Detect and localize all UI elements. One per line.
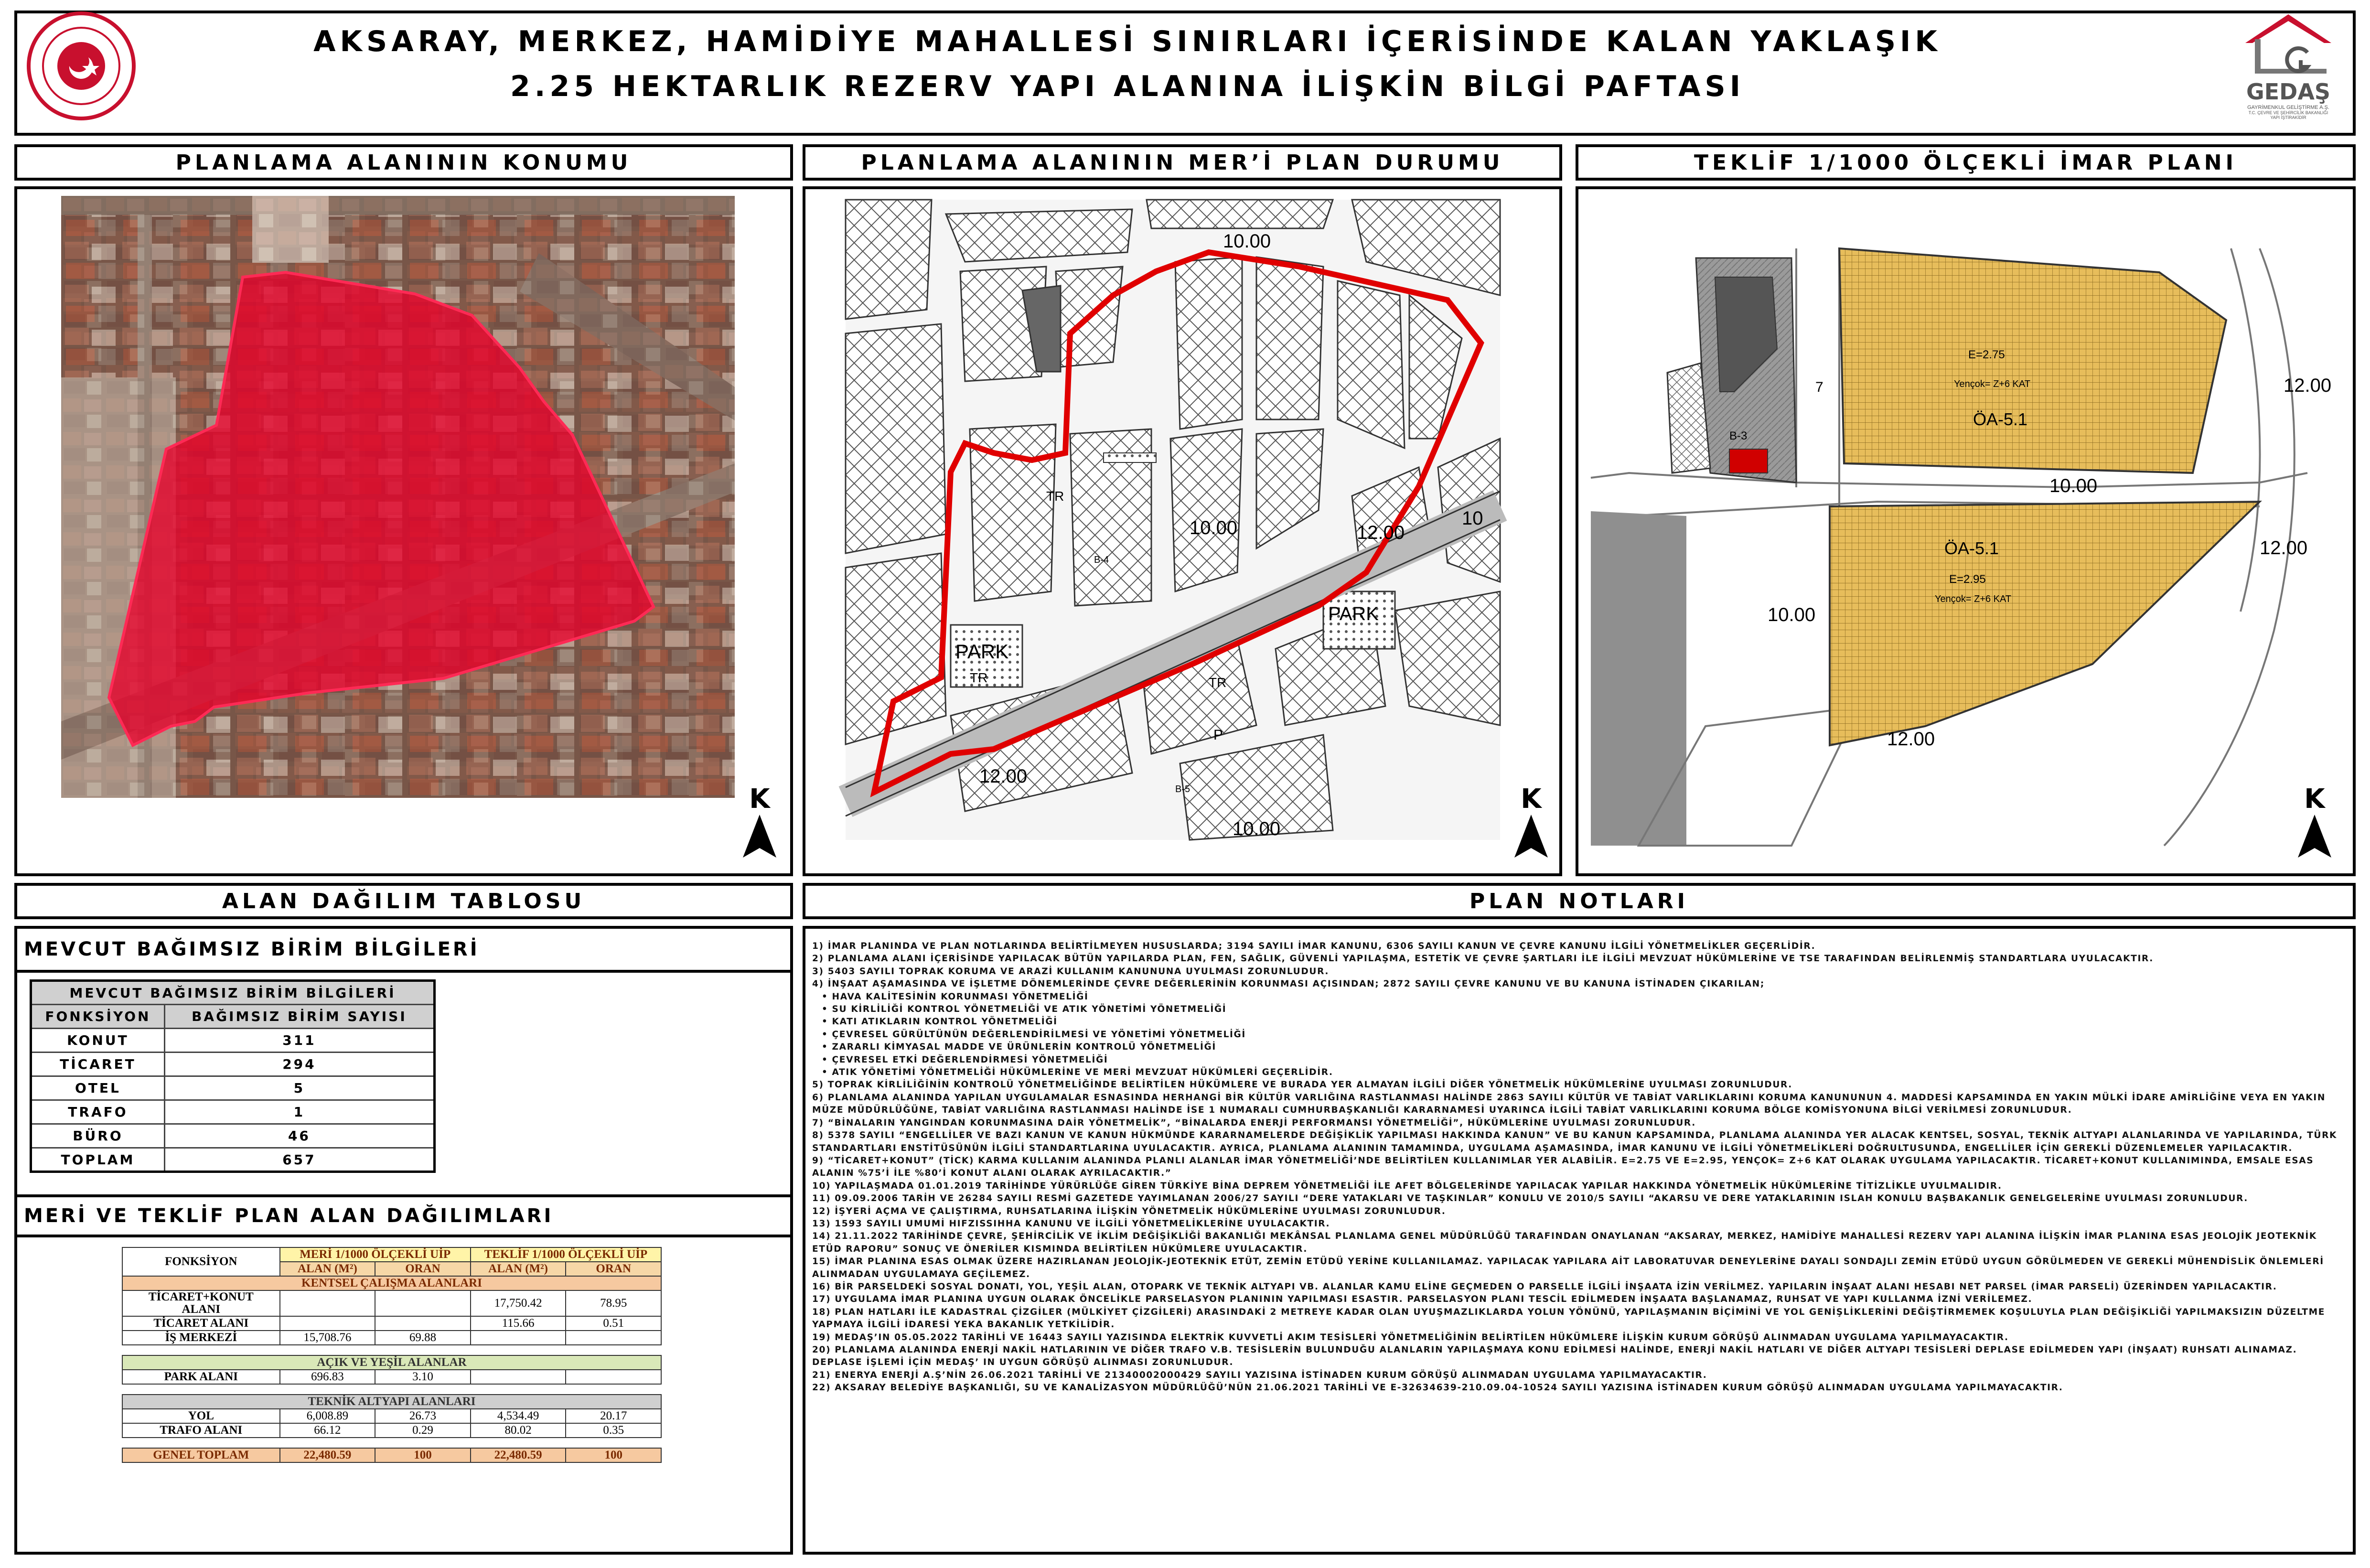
north-letter-1: K — [749, 784, 770, 815]
row-fonksiyon: PARK ALANI — [122, 1370, 280, 1384]
col-teklif: TEKLİF 1/1000 ÖLÇEKLİ UİP — [471, 1247, 661, 1262]
plan-note: 19) MEDAŞ’IN 05.05.2022 TARİHLİ VE 16443 SAYILI YAZISINDA ELEKTRİK KUVVETLİ AKIM TESİSLERİ YÖNETMELİĞİNİN BELİRTİLEN HÜKÜMLERE İLİŞKİN KURUM GÖRÜŞÜ ALINMADAN UYGULAMA YAPILMAYACAKTIR. — [812, 1332, 2009, 1342]
row-fonksiyon: BÜRO — [31, 1124, 165, 1148]
cell-teklif-alan: 22,480.59 — [471, 1448, 566, 1462]
ministry-seal-icon — [24, 9, 139, 123]
col-birim-sayisi: BAĞIMSIZ BİRİM SAYISI — [164, 1005, 434, 1029]
plan-note: 5) TOPRAK KİRLİLİĞİNİN KONTROLÜ YÖNETMELİĞİNDE BELİRTİLEN HÜKÜMLERE VE BURADA YER ALMAYAN İLGİLİ DİĞER YÖNETMELİK HÜKÜMLERİNE UYULMASI ZORUNLUDUR. — [812, 1080, 1792, 1090]
section-kentsel: KENTSEL ÇALIŞMA ALANLARI — [122, 1276, 661, 1290]
north-letter-2: K — [1521, 784, 1542, 815]
row-fonksiyon: YOL — [122, 1409, 280, 1423]
cell-meri-oran — [375, 1290, 471, 1316]
gedas-logo — [2236, 10, 2341, 124]
plan-note: 15) İMAR PLANINA ESAS OLMAK ÜZERE HAZIRLANAN JEOLOJİK-JEOTEKNİK ETÜT, ZEMİN ETÜDÜ YERİNE KULLANILAMAZ. YAPILACAK YAPILARA AİT LABORATUVAR DENEYLERİNE DAYALI SONDAJLI ZEMİN ETÜDÜ UYGUN GÖRÜLMEDEN VE GEREKLİ MÜHENDİSLİK ÖNLEMLERİ ALINMADAN UYGULAMAYA GEÇİLEMEZ. — [812, 1257, 2324, 1279]
b3-label: B-3 — [1729, 430, 1748, 442]
road-10-left-label: 10.00 — [1768, 604, 1816, 625]
top-area-label: ÖA-5.1 — [1973, 409, 2028, 429]
cell-teklif-alan: 115.66 — [471, 1316, 566, 1331]
plan-note: 21) ENERYA ENERJİ A.Ş’NİN 26.06.2021 TARİHLİ VE 21340002000429 SAYILI YAZISINA İSTİNADEN KURUM GÖRÜŞÜ ALINMADAN UYGULAMA YAPILMAYACAKTIR. — [812, 1370, 1707, 1380]
divider — [17, 1194, 790, 1197]
plan-note: • ÇEVRESEL GÜRÜLTÜNÜN DEĞERLENDİRİLMESİ VE YÖNETİMİ YÖNETMELİĞİ — [822, 1029, 1246, 1040]
cell-teklif-oran: 0.51 — [566, 1316, 661, 1331]
cell-meri-oran: 69.88 — [375, 1331, 471, 1345]
plan-note: • ÇEVRESEL ETKİ DEĞERLENDİRMESİ YÖNETMELİĞİ — [822, 1054, 1108, 1065]
plan-note: 17) UYGULAMA İMAR PLANINA UYGUN OLARAK ÖNCELİKLE PARSELASYON PLANININ YAPILMASI ESASTIR. PARSELASYON PLANI TESCİL EDİLMEDEN İNŞAATA BAŞLANAMAZ, RUHSAT VE YAPI KULLANMA İZNİ VERİLEMEZ. — [812, 1294, 2033, 1305]
road-7-label: 7 — [1815, 379, 1823, 395]
row-fonksiyon: TOPLAM — [31, 1148, 165, 1172]
mevcut-table — [30, 979, 436, 1173]
road-label-top: 10.00 — [1223, 231, 1271, 252]
plan-notes — [812, 940, 2341, 1395]
north-arrow-icon — [1505, 815, 1557, 858]
plan-note: • HAVA KALİTESİNİN KORUNMASI YÖNETMELİĞİ — [822, 991, 1089, 1002]
row-value: 46 — [164, 1124, 434, 1148]
page-title — [143, 19, 2112, 109]
section-acik-yesil: AÇIK VE YEŞİL ALANLAR — [122, 1355, 661, 1370]
teklif-plan-map — [1591, 248, 2332, 846]
cell-meri-alan: 696.83 — [280, 1370, 375, 1384]
north-arrow-2 — [1505, 784, 1557, 860]
plan-note: 18) PLAN HATLARI İLE KADASTRAL ÇİZGİLER (MÜLKİYET ÇİZGİLERİ) ARASINDAKİ 2 METREYE KADAR OLAN UYUŞMAZLIKLARDA YOLUN YÖNÜNÜ, YAPILAŞMANIN BİÇİMİNİ VE YOL GENİŞLİKLERİNİ DEĞİŞTİRMEMEK KOŞULUYLA PLAN DEĞİŞİKLİĞİ YAPILMAKSIZIN DÜZELTME YAPMAYA İLGİLİ İDARESİ YEKA BAKANLIK YETKİLİDİR. — [812, 1307, 2325, 1330]
merii-plan-map — [846, 200, 1500, 840]
zone-label-b5: B-5 — [1175, 784, 1190, 795]
plan-note: 4) İNŞAAT AŞAMASINDA VE İŞLETME DÖNEMLERİNDE ÇEVRE DEĞERLERİNİN KORUNMASI AÇISINDAN; 2872 SAYILI ÇEVRE KANUNU VE BU KANUNA İSTİNADEN ÇIKARILAN; — [812, 979, 1765, 989]
meri-teklif-section-title: MERİ VE TEKLİF PLAN ALAN DAĞILIMLARI — [24, 1205, 554, 1227]
top-yencok-label: Yençok= Z+6 KAT — [1954, 379, 2031, 389]
plan-note: 7) “BİNALARIN YANGINDAN KORUNMASINA DAİR YÖNETMELİK”, “BİNALARDA ENERJİ PERFORMANSI YÖNETMELİĞİ”, HÜKÜMLERİNE UYULMASI ZORUNLUDUR. — [812, 1117, 1696, 1128]
plan-note: • SU KİRLİLİĞİ KONTROL YÖNETMELİĞİ VE ATIK YÖNETİMİ YÖNETMELİĞİ — [822, 1004, 1227, 1015]
bottom-yencok-label: Yençok= Z+6 KAT — [1935, 594, 2012, 604]
row-value: 1 — [164, 1100, 434, 1124]
row-fonksiyon: OTEL — [31, 1076, 165, 1100]
zone-label-b4: B-4 — [1094, 555, 1109, 565]
plan-note: 8) 5378 SAYILI “ENGELLİLER VE BAZI KANUN VE KANUN HÜKMÜNDE KARARNAMELERDE DEĞİŞİKLİK YAPILMASI HAKKINDA KANUN” VE BU KANUN KAPSAMINDA, PLANLAMA ALANINDA YER ALACAK KENTSEL, SOSYAL, TEKNİK ALTYAPI ALANLARINDA VE YAPILARINDA, TÜRK STANDARTLARI ENSTİTÜSÜNÜN İLGİLİ STANDARTLARINA UYULACAKTIR. AYRICA, PLANLAMA ALANININ TAMAMINDA, UYGULAMA AŞAMASINDA, İMAR KANUNU VE İLGİLİ YÖNETMELİKLERİ DOĞRULTUSUNDA, ENGELLİLER İÇİN GEREKLİ DÜZENLEMELER YAPILACAKTIR. — [812, 1130, 2338, 1153]
row-fonksiyon: KONUT — [31, 1029, 165, 1052]
cell-teklif-alan — [471, 1370, 566, 1384]
bottom-area-label: ÖA-5.1 — [1944, 538, 1999, 558]
row-fonksiyon: TİCARET ALANI — [122, 1316, 280, 1331]
col-fonksiyon: FONKSİYON — [122, 1247, 280, 1276]
row-fonksiyon: TRAFO — [31, 1100, 165, 1124]
gedas-sub-3: YAPI İŞTİRAKİDİR — [2270, 115, 2306, 120]
north-letter-3: K — [2304, 784, 2325, 815]
plan-note: 1) İMAR PLANINDA VE PLAN NOTLARINDA BELİRTİLMEYEN HUSUSLARDA; 3194 SAYILI İMAR KANUNU, 6306 SAYILI KANUN VE ÇEVRE KANUNU İLGİLİ YÖNETMELİKLER GEÇERLİDİR. — [812, 941, 1816, 951]
title-line-2: 2.25 HEKTARLIK REZERV YAPI ALANINA İLİŞKİN BİLGİ PAFTASI — [510, 70, 1745, 103]
plan-note: 20) PLANLAMA ALANINDA ENERJİ NAKİL HATLARININ VE DİĞER TRAFO V.B. TESİSLERİN BULUNDUĞU ALANLARIN YAPILAŞMAYA KONU EDİLMESİ HALİNDE, ENERJİ NAKİL HATLARI VE DİĞER ALTYAPI TESİSLERİ DEPLASE EDİLMEDEN YAPI (İNŞAAT) RUHSATI ALINAMAZ. DEPLASE İŞLEMİ İÇİN MEDAŞ’ IN UYGUN GÖRÜŞÜ ALINMASI ZORUNLUDUR. — [812, 1345, 2297, 1368]
cell-teklif-alan — [471, 1331, 566, 1345]
plan-note: 6) PLANLAMA ALANINDA YAPILAN UYGULAMALAR ESNASINDA HERHANGİ BİR KÜLTÜR VARLIĞINA RASTLANMASI HALİNDE 2863 SAYILI KÜLTÜR VE TABİAT VARLIKLARINI KORUMA KANUNUNUN 4. MADDESİ KAPSAMINDA EN YAKIN MÜLKİ İDARE AMİRLİĞİNE VEYA EN YAKIN MÜZE MÜDÜRLÜĞÜNE, TABİAT VARLIĞINA RASTLANMASI HALİNDE İSE 1 NUMARALI CUMHURBAŞKANLIĞI KARARNAMESİ UYARINCA İLGİLİ TABİAT VARLIKLARINI KORUMA BÖLGE KOMİSYONUNA BİLGİ VERİLMESİ ZORUNLUDUR. — [812, 1092, 2326, 1116]
north-arrow-icon — [2288, 815, 2341, 858]
cell-teklif-alan: 80.02 — [471, 1423, 566, 1438]
row-value: 5 — [164, 1076, 434, 1100]
plan-note: 11) 09.09.2006 TARİH VE 26284 SAYILI RESMİ GAZETEDE YAYIMLANAN 2006/27 SAYILI “DERE YATAKLARI VE TAŞKINLAR” KONULU VE 2010/5 SAYILI “AKARSU VE DERE YATAKLARININ ISLAH KONULU BAŞBAKANLIK GENELGELERİNE UYULMASI ZORUNLUDUR. — [812, 1193, 2248, 1204]
row-fonksiyon — [122, 1290, 280, 1316]
park-label-1: PARK — [955, 640, 1009, 663]
cell-meri-oran — [375, 1316, 471, 1331]
cell-teklif-alan: 17,750.42 — [471, 1290, 566, 1316]
col-meri-alan: ALAN (M²) — [280, 1262, 375, 1276]
table-row — [31, 1052, 435, 1076]
teklif-title: TEKLİF 1/1000 ÖLÇEKLİ İMAR PLANI — [1576, 144, 2356, 181]
section-teknik: TEKNİK ALTYAPI ALANLARI — [122, 1395, 661, 1409]
table-row — [31, 1148, 435, 1172]
top-e-label: E=2.75 — [1968, 348, 2005, 361]
cell-teklif-oran: 0.35 — [566, 1423, 661, 1438]
cell-meri-oran: 26.73 — [375, 1409, 471, 1423]
cell-meri-alan: 6,008.89 — [280, 1409, 375, 1423]
col-meri: MERİ 1/1000 ÖLÇEKLİ UİP — [280, 1247, 471, 1262]
mevcut-table-title: MEVCUT BAĞIMSIZ BİRİM BİLGİLERİ — [31, 981, 435, 1005]
road-12-bottom-label: 12.00 — [1887, 729, 1935, 750]
cell-teklif-alan: 4,534.49 — [471, 1409, 566, 1423]
north-arrow-3 — [2288, 784, 2341, 860]
table-row — [31, 1029, 435, 1052]
cell-teklif-oran: 100 — [566, 1448, 661, 1462]
gedas-house-icon — [2236, 10, 2341, 81]
total-row — [122, 1448, 661, 1462]
gedas-name: GEDAŞ — [2246, 79, 2331, 105]
cell-meri-oran: 3.10 — [375, 1370, 471, 1384]
parking-label: P — [1213, 727, 1223, 743]
plan-note: • KATI ATIKLARIN KONTROL YÖNETMELİĞİ — [822, 1017, 1058, 1027]
road-label-right2: 10 — [1462, 508, 1483, 529]
table-row — [122, 1370, 661, 1384]
table-row — [122, 1331, 661, 1345]
table-row — [31, 1124, 435, 1148]
row-fonksiyon: İŞ MERKEZİ — [122, 1331, 280, 1345]
cell-meri-oran: 100 — [375, 1448, 471, 1462]
cell-teklif-oran: 78.95 — [566, 1290, 661, 1316]
table-row — [31, 1100, 435, 1124]
plan-note: 13) 1593 SAYILI UMUMİ HIFZISSIHHA KANUNU VE İLGİLİ YÖNETMELİKLERİNE UYULACAKTIR. — [812, 1218, 1330, 1229]
cell-meri-alan — [280, 1316, 375, 1331]
merii-title: PLANLAMA ALANININ MER’İ PLAN DURUMU — [803, 144, 1562, 181]
road-label-bottom2: 10.00 — [1233, 818, 1281, 839]
plan-note: 3) 5403 SAYILI TOPRAK KORUMA VE ARAZİ KULLANIM KANUNUNA UYULMASI ZORUNLUDUR. — [812, 966, 1330, 977]
plan-note: 22) AKSARAY BELEDİYE BAŞKANLIĞI, SU VE KANALİZASYON MÜDÜRLÜĞÜ’NÜN 21.06.2021 TARİHLİ VE E-32634639-210.09.04-10524 SAYILI YAZISINA İSTİNADEN KURUM GÖRÜŞÜ ALINMADAN UYGULAMA YAPILMAYACAKTIR. — [812, 1383, 2063, 1393]
cell-teklif-oran — [566, 1331, 661, 1345]
table-row — [122, 1409, 661, 1423]
col-fonksiyon: FONKSİYON — [31, 1005, 165, 1029]
plan-note: 10) YAPILAŞMADA 01.01.2019 TARİHİNDE YÜRÜRLÜĞE GİREN TÜRKİYE BİNA DEPREM YÖNETMELİĞİ İLE AFET BÖLGELERİNDE YAPILACAK YAPILAR HAKKINDA YÖNETMELİK HÜKÜMLERİNE TİTİZLİKLE UYULMALIDIR. — [812, 1181, 2002, 1191]
aerial-photo — [61, 196, 735, 798]
title-line-1: AKSARAY, MERKEZ, HAMİDİYE MAHALLESİ SINIRLARI İÇERİSİNDE KALAN YAKLAŞIK — [313, 25, 1941, 58]
road-label-mid: 10.00 — [1190, 517, 1238, 538]
row-value: 294 — [164, 1052, 434, 1076]
road-10-mid-label: 10.00 — [2049, 475, 2098, 496]
notlar-title: PLAN NOTLARI — [803, 883, 2356, 919]
cell-meri-alan — [280, 1290, 375, 1316]
plan-note: 9) “TİCARET+KONUT” (TİCK) KARMA KULLANIM ALANINDA PLANLI ALANLAR İMAR YÖNETMELİĞİ’NDE BELİRTİLEN KULLANIMLAR YER ALABİLİR. E=2.75 VE E=2.95, YENÇOK= Z+6 KAT OLARAK UYGULAMA YAPILACAKTIR. TİCARET+KONUT KULLANIMINDA, EMSALE ESAS ALANIN %75’İ İLE %80’İ KONUT ALANI OLARAK AYRILACAKTIR.” — [812, 1155, 2314, 1179]
col-teklif-oran: ORAN — [566, 1262, 661, 1276]
north-arrow-icon — [733, 815, 786, 858]
table-row — [122, 1290, 661, 1316]
table-row — [122, 1423, 661, 1438]
mevcut-section-title: MEVCUT BAĞIMSIZ BİRİM BİLGİLERİ — [24, 938, 480, 960]
cell-teklif-oran — [566, 1370, 661, 1384]
cell-meri-alan: 15,708.76 — [280, 1331, 375, 1345]
bottom-e-label: E=2.95 — [1949, 573, 1986, 586]
col-teklif-alan: ALAN (M²) — [471, 1262, 566, 1276]
tr-label-2: TR — [970, 670, 988, 685]
plan-note: 12) İŞYERİ AÇMA VE ÇALIŞTIRMA, RUHSATLARINA İLİŞKİN YÖNETMELİK HÜKÜMLERİNE UYULMASI ZORUNLUDUR. — [812, 1206, 1446, 1216]
plan-note: • ZARARLI KİMYASAL MADDE VE ÜRÜNLERİN KONTROLÜ YÖNETMELİĞİ — [822, 1042, 1216, 1052]
alan-title: ALAN DAĞILIM TABLOSU — [14, 883, 793, 919]
cell-meri-alan: 66.12 — [280, 1423, 375, 1438]
road-12-right-label: 12.00 — [2260, 537, 2308, 558]
tr-label-3: TR — [1209, 675, 1227, 690]
road-label-right1: 12.00 — [1357, 522, 1405, 543]
col-meri-oran: ORAN — [375, 1262, 471, 1276]
plan-note: 14) 21.11.2022 TARİHİNDE ÇEVRE, ŞEHİRCİLİK VE İKLİM DEĞİŞİKLİĞİ BAKANLIĞI MEKÂNSAL PLANLAMA GENEL MÜDÜRLÜĞÜ TARAFINDAN ONAYLANAN “AKSARAY, MERKEZ, HAMİDİYE MAHALLESİ REZERV YAPI ALANINA İLİŞKİN İMAR PLANINA ESAS JEOLOJİK JEOTEKNİK ETÜD RAPORU” SONUÇ VE ÖNERİLER KISMINDA BELİRTİLEN HÜKÜMLERE UYULACAKTIR. — [812, 1231, 2317, 1254]
cell-meri-oran: 0.29 — [375, 1423, 471, 1438]
meri-teklif-table — [122, 1247, 662, 1463]
row-fonksiyon-line2: ALANI — [182, 1303, 221, 1316]
row-value: 657 — [164, 1148, 434, 1172]
north-arrow-1 — [733, 784, 786, 860]
row-fonksiyon: TİCARET — [31, 1052, 165, 1076]
road-12-top-label: 12.00 — [2284, 375, 2332, 396]
plan-note: 16) BİR PARSELDEKİ SOSYAL DONATI, YOL, YEŞİL ALAN, OTOPARK VE TEKNİK ALTYAPI VB. ALANLAR KAMU ELİNE GEÇMEDEN O PARSELLE İLGİLİ İNŞAATA İZİN VERİLMEZ. YAPILARIN İNŞAAT ALANI HESABI NET PARSEL (İMAR PARSELİ) ÜZERİNDEN YAPILACAKTIR. — [812, 1281, 2277, 1292]
tr-label-1: TR — [1046, 489, 1064, 504]
cell-meri-alan: 22,480.59 — [280, 1448, 375, 1462]
row-fonksiyon: GENEL TOPLAM — [122, 1448, 280, 1462]
plan-note: 2) PLANLAMA ALANI İÇERİSİNDE YAPILACAK BÜTÜN YAPILARDA PLAN, FEN, SAĞLIK, GÜVENLİ YAPILAŞMA, ESTETİK VE ÇEVRE ŞARTLARI İLE İLGİLİ MEVZUAT HÜKÜMLERİNE VE TSE TARAFINDAN BELİRLENMİŞ STANDARTLARA UYULACAKTIR. — [812, 954, 2154, 964]
divider — [17, 1235, 790, 1237]
park-label-2: PARK — [1328, 603, 1379, 624]
gedas-sub-1: GAYRİMENKUL GELİŞTİRME A.Ş. — [2247, 105, 2329, 110]
table-row — [122, 1316, 661, 1331]
row-fonksiyon: TRAFO ALANI — [122, 1423, 280, 1438]
cell-teklif-oran: 20.17 — [566, 1409, 661, 1423]
konum-title: PLANLAMA ALANININ KONUMU — [14, 144, 793, 181]
row-value: 311 — [164, 1029, 434, 1052]
row-fonksiyon-line1: TİCARET+KONUT — [148, 1290, 254, 1303]
divider — [17, 970, 790, 973]
table-row — [31, 1076, 435, 1100]
plan-note: • ATIK YÖNETİMİ YÖNETMELİĞİ HÜKÜMLERİNE VE MERİ MEVZUAT HÜKÜMLERİ GEÇERLİDİR. — [822, 1067, 1333, 1078]
road-label-bottom: 12.00 — [979, 766, 1028, 787]
gedas-sub-2: T.C. ÇEVRE VE ŞEHİRCİLİK BAKANLIĞI — [2248, 110, 2328, 115]
